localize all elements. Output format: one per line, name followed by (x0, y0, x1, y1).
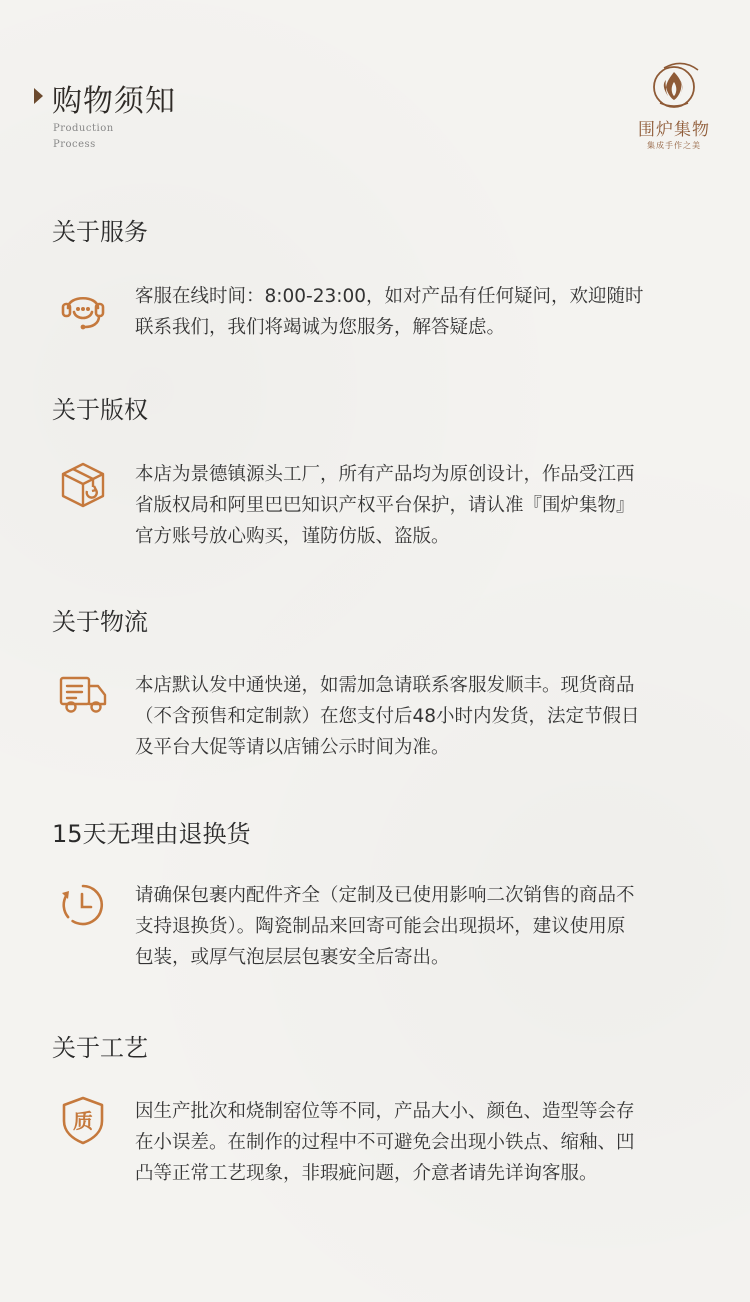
body-line: 客服在线时间：8:00-23:00，如对产品有任何疑问，欢迎随时 (135, 286, 644, 307)
headset-icon (58, 282, 108, 332)
section-title-logistics: 关于物流 (52, 608, 148, 636)
logo-brand-name: 围炉集物 (638, 120, 710, 140)
title-arrow-marker (34, 88, 43, 104)
body-line: 包装，或厚气泡层层包裹安全后寄出。 (135, 947, 450, 968)
page-title: 购物须知 (52, 84, 176, 119)
body-line: 及平台大促等请以店铺公示时间为准。 (135, 737, 450, 758)
body-line: 联系我们，我们将竭诚为您服务，解答疑虑。 (135, 317, 506, 338)
body-line: 省版权局和阿里巴巴知识产权平台保护，请认准『围炉集物』 (135, 495, 635, 516)
section-body-copyright (135, 459, 710, 552)
section-body-returns (135, 880, 710, 973)
logo-tagline: 集成手作之美 (647, 141, 701, 150)
body-line: 在小误差。在制作的过程中不可避免会出现小铁点、缩釉、凹 (135, 1132, 635, 1153)
section-title-copyright: 关于版权 (52, 396, 148, 424)
section-title-service: 关于服务 (52, 218, 148, 246)
body-line: 凸等正常工艺现象，非瑕疵问题，介意者请先详询客服。 (135, 1163, 598, 1184)
flame-logo-icon (642, 60, 706, 112)
clock-icon (58, 880, 108, 930)
page-subtitle-line2: Process (53, 139, 96, 150)
section-body-service (135, 281, 710, 343)
section-title-craft: 关于工艺 (52, 1034, 148, 1062)
quality-shield-icon (58, 1095, 108, 1145)
quality-icon-glyph: 质 (73, 1109, 93, 1133)
section-body-craft (135, 1096, 710, 1189)
body-line: 官方账号放心购买，谨防仿版、盗版。 (135, 526, 450, 547)
page-subtitle-line1: Production (53, 123, 114, 134)
section-body-logistics (135, 670, 710, 763)
package-box-icon (58, 460, 108, 510)
body-line: 本店默认发中通快递，如需加急请联系客服发顺丰。现货商品 (135, 675, 635, 696)
body-line: 本店为景德镇源头工厂，所有产品均为原创设计，作品受江西 (135, 464, 635, 485)
body-line: 请确保包裹内配件齐全（定制及已使用影响二次销售的商品不 (135, 885, 635, 906)
body-line: （不含预售和定制款）在您支付后48小时内发货，法定节假日 (135, 706, 640, 727)
body-line: 支持退换货）。陶瓷制品来回寄可能会出现损坏，建议使用原 (135, 916, 626, 937)
brand-logo (624, 60, 724, 155)
delivery-truck-icon (58, 670, 108, 720)
body-line: 因生产批次和烧制窑位等不同，产品大小、颜色、造型等会存 (135, 1101, 635, 1122)
section-title-returns: 15天无理由退换货 (52, 820, 251, 848)
